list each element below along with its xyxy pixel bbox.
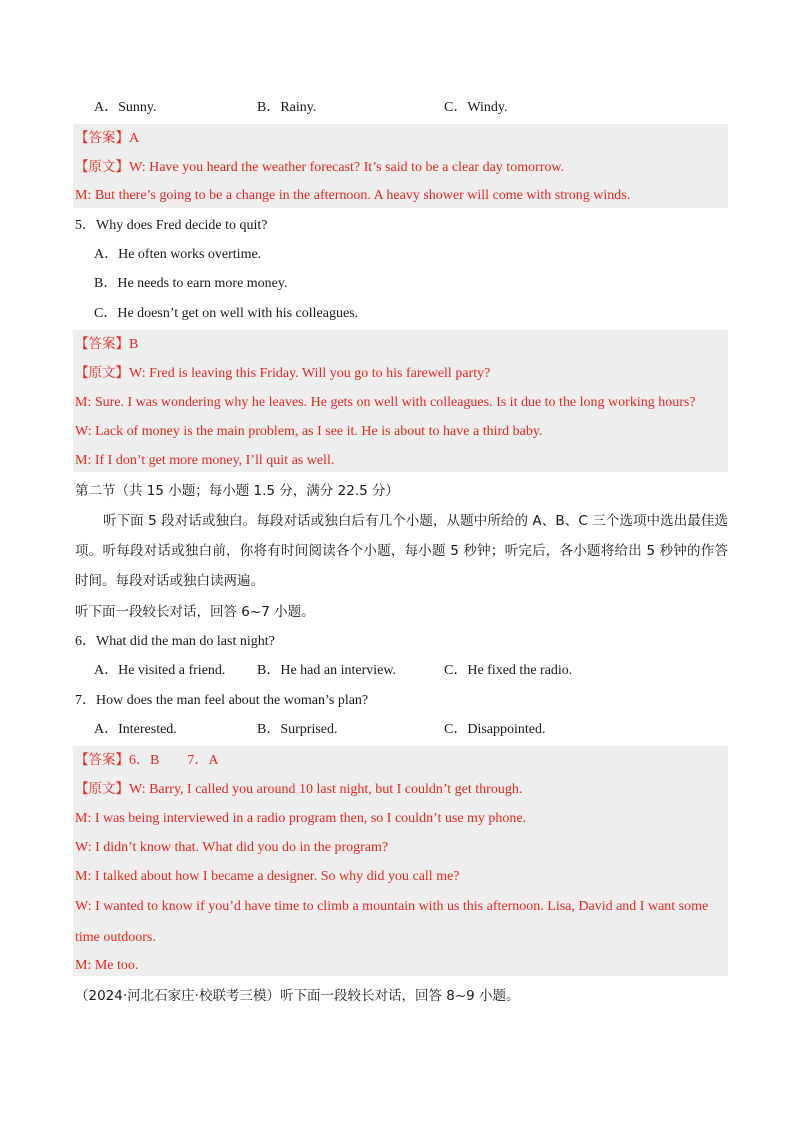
script-text: W: Have you heard the weather forecast? It’s said to be a clear day tomorrow. [129, 160, 565, 175]
answer-label: 【答案】 [75, 336, 129, 352]
script-label: 【原文】 [75, 365, 129, 381]
sub-intro: 听下面一段较长对话，回答 6~7 小题。 [75, 604, 315, 620]
q6-question: 6．What did the man do last night? [75, 634, 275, 649]
q4-script-line: M: But there’s going to be a change in the afternoon. A heavy shower will come with strong winds. [75, 188, 631, 203]
q4-option-b: B．Rainy. [257, 100, 317, 115]
q5-script-line: W: Lack of money is the main problem, as I see it. He is about to have a third baby. [75, 424, 543, 439]
script-text: W: Barry, I called you around 10 last night, but I couldn’t get through. [129, 782, 523, 797]
q5-option-a: A．He often works overtime. [94, 247, 262, 262]
q4-script-line [75, 157, 564, 178]
script-label: 【原文】 [75, 781, 129, 797]
q6-option-b: B．He had an interview. [257, 663, 397, 678]
q67-script-line: M: Me too. [75, 958, 139, 973]
answer-value: A [129, 131, 140, 146]
q5-script-line [75, 363, 490, 384]
q67-answer [75, 750, 218, 771]
q67-script-line: M: I was being interviewed in a radio program then, so I couldn’t use my phone. [75, 811, 527, 826]
q5-script-line: M: Sure. I was wondering why he leaves. He gets on well with colleagues. Is it due to the long working hours? [75, 395, 696, 410]
q5-option-c: C．He doesn’t get on well with his colleagues. [94, 306, 359, 321]
q67-script-line: time outdoors. [75, 930, 156, 945]
q7-option-a: A．Interested. [94, 722, 177, 737]
next-question-intro: （2024·河北石家庄·校联考三模）听下面一段较长对话，回答 8~9 小题。 [75, 988, 520, 1004]
section-instructions: 听下面 5 段对话或独白。每段对话或独白后有几个小题，从题中所给的 A、B、C 三个选项中选出最佳选项。听每段对话或独白前，你将有时间阅读各个小题，每小题 5 秒钟；听完后，各小题将给出 5 秒钟的作答时间。每段对话或独白读两遍。 [75, 513, 728, 589]
q67-script-line: W: I didn’t know that. What did you do in the program? [75, 840, 389, 855]
answer-value: 6．B 7．A [129, 753, 219, 768]
q6-option-c: C．He fixed the radio. [444, 663, 573, 678]
q6-option-a: A．He visited a friend. [94, 663, 226, 678]
answer-value: B [129, 337, 139, 352]
script-label: 【原文】 [75, 159, 129, 175]
q7-question: 7．How does the man feel about the woman’s plan? [75, 693, 369, 708]
section-heading: 第二节（共 15 小题；每小题 1.5 分，满分 22.5 分） [75, 483, 399, 499]
q5-answer [75, 334, 138, 355]
q7-option-c: C．Disappointed. [444, 722, 546, 737]
q4-option-a: A．Sunny. [94, 100, 157, 115]
q67-script-line: W: I wanted to know if you’d have time to climb a mountain with us this afternoon. Lisa, David and I want some [75, 899, 709, 914]
script-text: W: Fred is leaving this Friday. Will you go to his farewell party? [129, 366, 491, 381]
answer-label: 【答案】 [75, 130, 129, 146]
q5-question: 5．Why does Fred decide to quit? [75, 218, 268, 233]
q4-answer [75, 128, 139, 149]
q67-script-line: M: I talked about how I became a designer. So why did you call me? [75, 869, 460, 884]
q5-script-line: M: If I don’t get more money, I’ll quit as well. [75, 453, 335, 468]
q67-script-line [75, 779, 522, 800]
q4-option-c: C．Windy. [444, 100, 508, 115]
q5-option-b: B．He needs to earn more money. [94, 276, 288, 291]
q7-option-b: B．Surprised. [257, 722, 338, 737]
answer-label: 【答案】 [75, 752, 129, 768]
